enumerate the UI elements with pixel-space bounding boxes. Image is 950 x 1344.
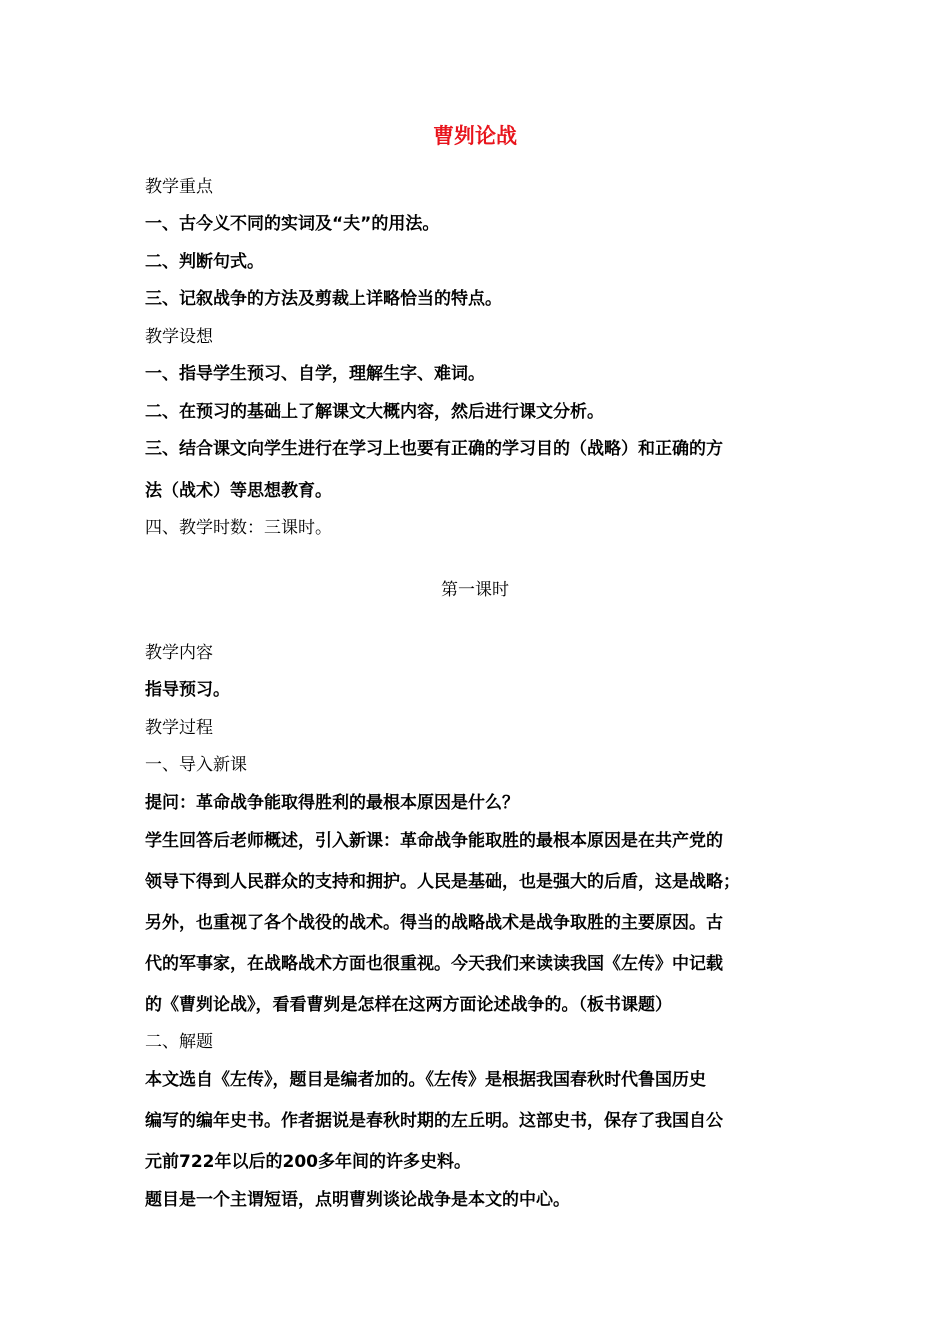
lesson-title: 第一课时 <box>441 580 509 600</box>
paragraph-line: 本文选自《左传》，题目是编者加的。《左传》是根据我国春秋时代鲁国历史 <box>145 1070 706 1090</box>
plan-item: 法（战术）等思想教育。 <box>145 481 332 501</box>
section-heading-focus: 教学重点 <box>145 177 213 197</box>
paragraph-line: 的《曹刿论战》，看看曹刿是怎样在这两方面论述战争的。（板书课题） <box>145 995 672 1015</box>
step-heading-title: 二、解题 <box>145 1032 213 1052</box>
section-heading-process: 教学过程 <box>145 718 213 738</box>
focus-item: 三、记叙战争的方法及剪裁上详略恰当的特点。 <box>145 289 502 309</box>
plan-item: 二、在预习的基础上了解课文大概内容，然后进行课文分析。 <box>145 402 604 422</box>
step-heading-intro: 一、导入新课 <box>145 755 247 775</box>
plan-item: 一、指导学生预习、自学，理解生字、难词。 <box>145 364 485 384</box>
paragraph-line: 题目是一个主谓短语，点明曹刿谈论战争是本文的中心。 <box>145 1190 570 1210</box>
paragraph-line: 提问：革命战争能取得胜利的最根本原因是什么？ <box>145 793 519 813</box>
paragraph-line: 编写的编年史书。作者据说是春秋时期的左丘明。这部史书，保存了我国自公 <box>145 1111 723 1131</box>
section-heading-content: 教学内容 <box>145 643 213 663</box>
content-text: 指导预习。 <box>145 680 230 700</box>
plan-item: 三、结合课文向学生进行在学习上也要有正确的学习目的（战略）和正确的方 <box>145 439 723 459</box>
teaching-hours: 四、教学时数：三课时。 <box>145 518 332 538</box>
paragraph-line: 领导下得到人民群众的支持和拥护。人民是基础，也是强大的后盾，这是战略； <box>145 872 740 892</box>
paragraph-line: 另外，也重视了各个战役的战术。得当的战略战术是战争取胜的主要原因。古 <box>145 913 723 933</box>
section-heading-plan: 教学设想 <box>145 327 213 347</box>
document-title: 曹刿论战 <box>433 124 517 148</box>
focus-item: 一、古今义不同的实词及“夫”的用法。 <box>145 214 440 234</box>
paragraph-line: 代的军事家，在战略战术方面也很重视。今天我们来读读我国《左传》中记载 <box>145 954 723 974</box>
paragraph-line: 元前722年以后的200多年间的许多史料。 <box>145 1152 471 1172</box>
focus-item: 二、判断句式。 <box>145 252 264 272</box>
paragraph-line: 学生回答后老师概述，引入新课：革命战争能取胜的最根本原因是在共产党的 <box>145 831 723 851</box>
